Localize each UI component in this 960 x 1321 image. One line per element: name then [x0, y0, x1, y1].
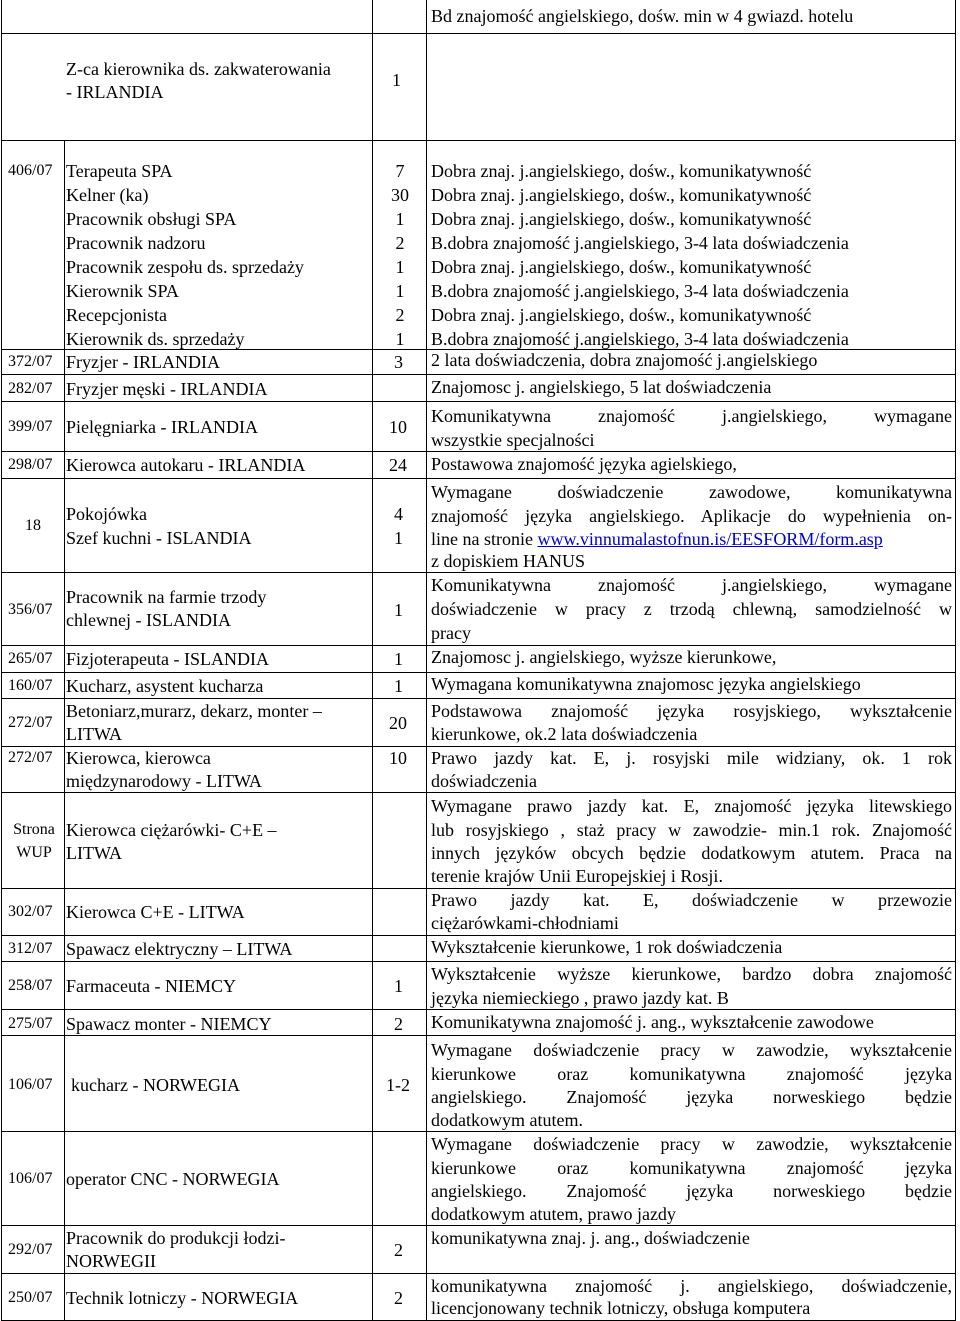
requirements-cell: z dopiskiem HANUS	[431, 551, 585, 571]
position-item: Terapeuta SPA	[66, 161, 173, 181]
position-cell: Spawacz elektryczny – LITWA	[66, 939, 293, 959]
requirement-item: Dobra znaj. j.angielskiego, dośw., komunikatywność	[431, 305, 812, 325]
requirements-cell: języka niemieckiego , prawo jazdy kat. B	[431, 988, 729, 1008]
position-item: Recepcjonista	[66, 305, 167, 325]
count-cell: 1	[394, 676, 403, 696]
requirements-cell: komunikatywna znaj. j. ang., doświadczenie	[431, 1228, 750, 1248]
requirements-text: line na stronie	[431, 529, 538, 549]
requirement-item: B.dobra znajomość j.angielskiego, 3-4 lata doświadczenia	[431, 329, 849, 349]
position-cell: Farmaceuta - NIEMCY	[66, 976, 236, 996]
position-cell: NORWEGII	[66, 1251, 156, 1271]
offer-number: 272/07	[8, 714, 53, 731]
offer-number: 272/07	[8, 749, 53, 766]
offer-number: 265/07	[8, 650, 53, 667]
position-cell: Z-ca kierownika ds. zakwaterowania	[66, 59, 331, 79]
requirements-cell: dodatkowym atutem.	[431, 1110, 583, 1130]
count-cell: 10	[389, 748, 407, 768]
requirements-cell: Wymagane prawo jazdy kat. E, znajomość języka litewskiego	[431, 796, 952, 816]
position-cell: Betoniarz,murarz, dekarz, monter –	[66, 701, 322, 721]
position-cell: Kierowca, kierowca	[66, 748, 211, 768]
requirements-cell: Znajomosc j. angielskiego, wyższe kierunkowe,	[431, 647, 777, 667]
position-cell: Fizjoterapeuta - ISLANDIA	[66, 649, 269, 669]
offer-number: Strona	[13, 821, 55, 838]
count-cell: 1	[394, 976, 403, 996]
position-cell: Pokojówka	[66, 504, 147, 524]
offer-number: 106/07	[8, 1076, 53, 1093]
position-cell: Pielęgniarka - IRLANDIA	[66, 417, 258, 437]
requirements-cell: Wykształcenie kierunkowe, 1 rok doświadczenia	[431, 937, 783, 957]
count-item: 30	[391, 185, 409, 205]
requirements-cell: komunikatywna znajomość j. angielskiego, doświadczenie,	[431, 1276, 952, 1296]
requirements-cell: kierunkowe, ok.2 lata doświadczenia	[431, 724, 698, 744]
row-divider	[1, 140, 956, 141]
table-column-divider	[372, 0, 373, 1321]
form-link[interactable]: www.vinnumalastofnun.is/EESFORM/form.asp	[537, 529, 883, 549]
requirements-cell: kierunkowe oraz komunikatywna znajomość języka	[431, 1158, 952, 1178]
offer-number: 302/07	[8, 903, 53, 920]
offer-number: 258/07	[8, 977, 53, 994]
requirements-cell: doświadczenie w pracy z trzodą chlewną, samodzielność w	[431, 599, 952, 619]
requirements-cell: Wymagana komunikatywna znajomosc języka angielskiego	[431, 674, 861, 694]
position-item: Kierownik SPA	[66, 281, 179, 301]
count-item: 7	[395, 161, 405, 181]
position-cell: chlewnej - ISLANDIA	[66, 610, 231, 630]
position-cell: Fryzjer - IRLANDIA	[66, 352, 220, 372]
count-item: 1	[395, 209, 405, 229]
requirements-cell: Podstawowa znajomość języka rosyjskiego, wykształcenie	[431, 701, 952, 721]
table-border-right	[955, 0, 956, 1321]
position-cell: Spawacz monter - NIEMCY	[66, 1014, 272, 1034]
count-cell: 24	[389, 455, 407, 475]
requirements-cell: dodatkowym atutem, prawo jazdy	[431, 1204, 676, 1224]
row-divider	[1, 401, 956, 402]
position-cell: Kierowca C+E - LITWA	[66, 902, 245, 922]
requirements-cell: Wymagane doświadczenie pracy w zawodzie, wykształcenie	[431, 1040, 952, 1060]
position-cell: - IRLANDIA	[66, 82, 164, 102]
requirement-item: B.dobra znajomość j.angielskiego, 3-4 lata doświadczenia	[431, 281, 849, 301]
count-cell: 1	[394, 528, 403, 548]
requirements-cell: angielskiego. Znajomość języka norweskiego będzie	[431, 1087, 952, 1107]
position-item: Pracownik zespołu ds. sprzedaży	[66, 257, 304, 277]
position-item: Pracownik obsługi SPA	[66, 209, 237, 229]
requirements-cell: znajomość języka angielskiego. Aplikacje do wypełnienia on-	[431, 506, 952, 526]
position-cell: kucharz - NORWEGIA	[71, 1075, 240, 1095]
offer-number: 292/07	[8, 1241, 53, 1258]
table-column-divider	[64, 140, 65, 1321]
requirements-cell: 2 lata doświadczenia, dobra znajomość j.angielskiego	[431, 350, 818, 370]
count-cell: 4	[394, 504, 403, 524]
row-divider	[1, 478, 956, 479]
position-cell: Pracownik do produkcji łodzi-	[66, 1228, 286, 1248]
position-cell: Kierowca ciężarówki- C+E –	[66, 820, 277, 840]
position-cell: Kierowca autokaru - IRLANDIA	[66, 455, 306, 475]
count-cell: 2	[394, 1014, 403, 1034]
position-item: Pracownik nadzoru	[66, 233, 206, 253]
offer-number: 275/07	[8, 1015, 53, 1032]
count-cell: 1-2	[386, 1075, 410, 1095]
offer-number: 282/07	[8, 380, 53, 397]
requirements-cell: Postawowa znajomość języka agielskiego,	[431, 454, 737, 474]
requirement-item: Dobra znaj. j.angielskiego, dośw., komunikatywność	[431, 257, 812, 277]
count-cell: 20	[389, 713, 407, 733]
count-cell: 3	[394, 352, 403, 372]
count-cell: 2	[394, 1240, 403, 1260]
count-item: 2	[395, 305, 405, 325]
count-item: 2	[395, 233, 405, 253]
row-divider	[1, 33, 956, 34]
position-cell: operator CNC - NORWEGIA	[66, 1169, 280, 1189]
count-item: 1	[395, 257, 405, 277]
requirements-cell: Prawo jazdy kat. E, j. rosyjski mile widziany, ok. 1 rok	[431, 748, 952, 768]
requirements-cell: Prawo jazdy kat. E, doświadczenie w przewozie	[431, 890, 952, 910]
offer-number: 372/07	[8, 353, 53, 370]
requirements-cell: Wymagane doświadczenie zawodowe, komunikatywna	[431, 482, 952, 502]
count-item: 1	[395, 329, 405, 349]
requirements-cell: licencjonowany technik lotniczy, obsługa komputera	[431, 1298, 811, 1318]
count-cell: 10	[389, 417, 407, 437]
table-border-left	[1, 0, 2, 1321]
position-list	[66, 159, 304, 351]
position-cell: Technik lotniczy - NORWEGIA	[66, 1288, 299, 1308]
requirements-cell: Komunikatywna znajomość j. ang., wykształcenie zawodowe	[431, 1012, 874, 1032]
position-cell: Fryzjer męski - IRLANDIA	[66, 379, 268, 399]
requirements-cell: ciężarówkami-chłodniami	[431, 913, 619, 933]
requirement-item: Dobra znaj. j.angielskiego, dośw., komunikatywność	[431, 161, 812, 181]
position-item: Kierownik ds. sprzedaży	[66, 329, 245, 349]
requirements-cell: lub rosyjskiego , staż pracy w zawodzie- min.1 rok. Znajomość	[431, 820, 952, 840]
requirements-cell: Wymagane doświadczenie pracy w zawodzie, wykształcenie	[431, 1134, 952, 1154]
count-cell: 1	[394, 600, 403, 620]
count-cell: 1	[392, 70, 401, 90]
offer-number: 298/07	[8, 456, 53, 473]
position-item: Kelner (ka)	[66, 185, 149, 205]
count-cell: 1	[394, 649, 403, 669]
requirement-item: Dobra znaj. j.angielskiego, dośw., komunikatywność	[431, 185, 812, 205]
requirements-cell: Bd znajomość angielskiego, dośw. min w 4 gwiazd. hotelu	[431, 6, 854, 26]
requirement-item: Dobra znaj. j.angielskiego, dośw., komunikatywność	[431, 209, 812, 229]
requirements-cell: innych języków obcych będzie dodatkowym atutem. Praca na	[431, 843, 952, 863]
offer-number: WUP	[16, 844, 52, 861]
requirements-cell: wszystkie specjalności	[431, 430, 595, 450]
requirements-cell: Wykształcenie wyższe kierunkowe, bardzo dobra znajomość	[431, 964, 952, 984]
offer-number: 399/07	[8, 418, 53, 435]
requirements-cell	[431, 527, 883, 551]
requirements-list	[431, 159, 849, 351]
position-cell: LITWA	[66, 724, 122, 744]
requirements-cell: terenie krajów Unii Europejskiej i Rosji.	[431, 866, 723, 886]
table-column-divider	[426, 0, 427, 1321]
position-cell: Pracownik na farmie trzody	[66, 587, 267, 607]
count-item: 1	[395, 281, 405, 301]
position-cell: Kucharz, asystent kucharza	[66, 676, 264, 696]
offer-number: 312/07	[8, 940, 53, 957]
offer-number: 160/07	[8, 677, 53, 694]
requirements-cell: Komunikatywna znajomość j.angielskiego, wymagane	[431, 406, 952, 426]
offer-number: 406/07	[8, 162, 53, 179]
requirements-cell: doświadczenia	[431, 771, 537, 791]
requirement-item: B.dobra znajomość j.angielskiego, 3-4 lata doświadczenia	[431, 233, 849, 253]
count-list	[380, 159, 420, 351]
offer-number: 18	[25, 517, 41, 534]
position-cell: Szef kuchni - ISLANDIA	[66, 528, 252, 548]
position-cell: LITWA	[66, 843, 122, 863]
position-cell: międzynarodowy - LITWA	[66, 771, 262, 791]
requirements-cell: angielskiego. Znajomość języka norweskiego będzie	[431, 1181, 952, 1201]
offer-number: 356/07	[8, 601, 53, 618]
requirements-cell: Komunikatywna znajomość j.angielskiego, wymagane	[431, 575, 952, 595]
requirements-cell: pracy	[431, 623, 471, 643]
count-cell: 2	[394, 1288, 403, 1308]
requirements-cell: kierunkowe oraz komunikatywna znajomość języka	[431, 1064, 952, 1084]
requirements-cell: Znajomosc j. angielskiego, 5 lat doświadczenia	[431, 377, 772, 397]
offer-number: 250/07	[8, 1289, 53, 1306]
offer-number: 106/07	[8, 1170, 53, 1187]
